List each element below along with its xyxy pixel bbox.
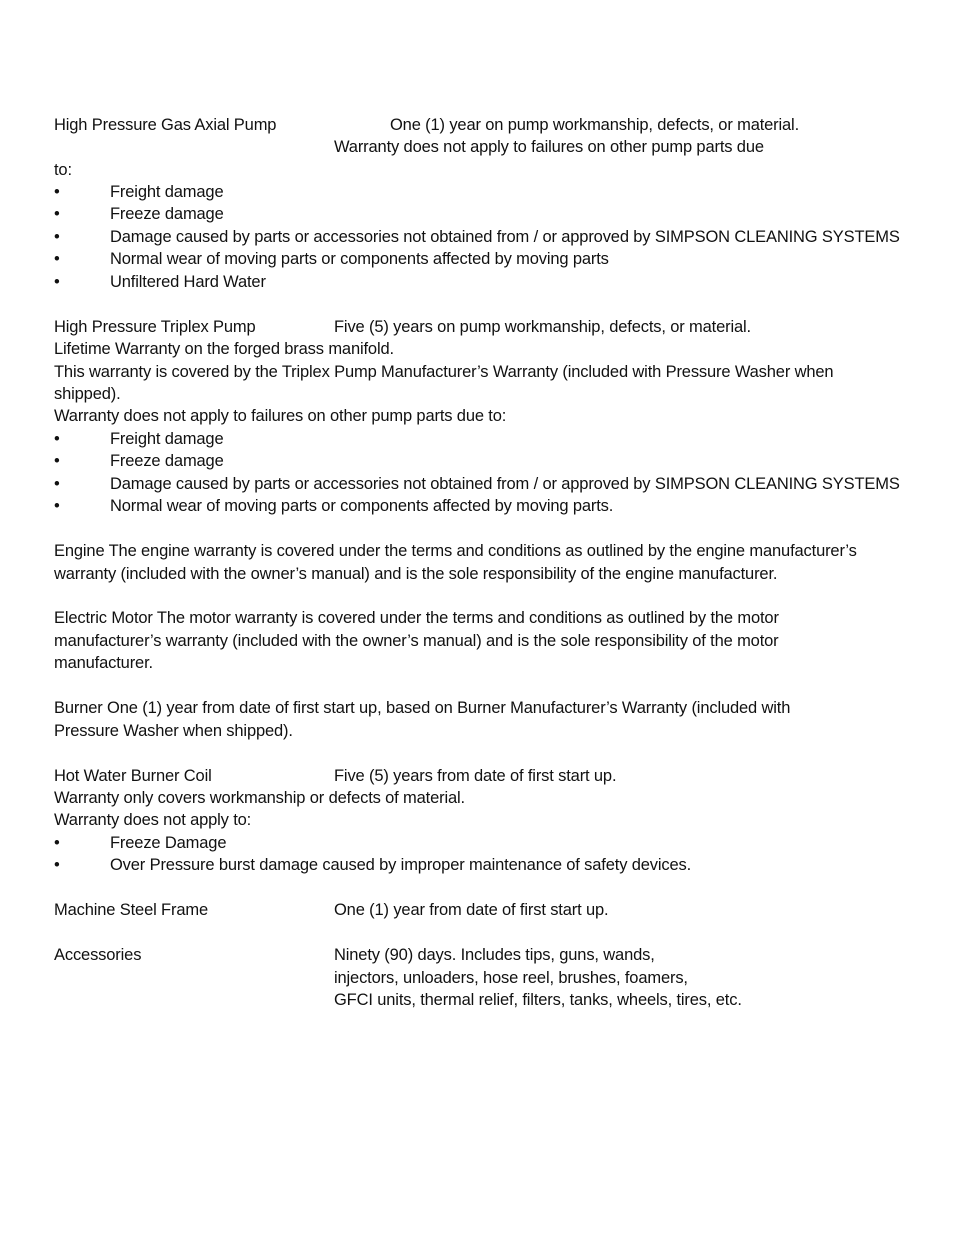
triplex-pump-title: High Pressure Triplex Pump [54,318,256,336]
coil-exclusion: Warranty does not apply to: [54,811,252,829]
list-item: Damage caused by parts or accessories not obtained from / or approved by SIMPSON CLEANING SYSTEMS [110,475,900,493]
list-item: Damage caused by parts or accessories not obtained from / or approved by SIMPSON CLEANING SYSTEMS [110,228,900,246]
list-item: Freeze damage [110,205,224,223]
triplex-pump-term: Five (5) years on pump workmanship, defects, or material. [334,318,751,336]
engine-warranty: Engine The engine warranty is covered under the terms and conditions as outlined by the engine manufacturer’s [54,542,857,560]
list-item: Freeze damage [110,452,224,470]
coil-coverage-note: Warranty only covers workmanship or defects of material. [54,789,465,807]
list-item: Freight damage [110,183,224,201]
bullet-marker: • [54,205,60,223]
coil-title: Hot Water Burner Coil [54,767,212,785]
motor-warranty-cont: manufacturer’s warranty (included with the owner’s manual) and is the sole responsibility of the motor [54,632,779,650]
list-item: Unfiltered Hard Water [110,273,266,291]
bullet-marker: • [54,228,60,246]
frame-title: Machine Steel Frame [54,901,208,919]
axial-pump-term: One (1) year on pump workmanship, defects, or material. [390,116,800,134]
bullet-marker: • [54,273,60,291]
bullet-marker: • [54,856,60,874]
burner-warranty: Burner One (1) year from date of first start up, based on Burner Manufacturer’s Warranty (included with [54,699,791,717]
list-item: Freeze Damage [110,834,227,852]
list-item: Over Pressure burst damage caused by improper maintenance of safety devices. [110,856,692,874]
engine-warranty-cont: warranty (included with the owner’s manual) and is the sole responsibility of the engine manufacturer. [54,565,778,583]
bullet-marker: • [54,497,60,515]
bullet-marker: • [54,430,60,448]
accessories-term-cont: injectors, unloaders, hose reel, brushes, foamers, [334,969,688,987]
axial-pump-exclusion-cont: to: [54,161,72,179]
accessories-term-end: GFCI units, thermal relief, filters, tanks, wheels, tires, etc. [334,991,742,1009]
motor-warranty-end: manufacturer. [54,654,153,672]
accessories-title: Accessories [54,946,142,964]
bullet-marker: • [54,250,60,268]
list-item: Normal wear of moving parts or components affected by moving parts. [110,497,614,515]
coil-term: Five (5) years from date of first start up. [334,767,617,785]
axial-pump-exclusion: Warranty does not apply to failures on other pump parts due [334,138,764,156]
bullet-marker: • [54,452,60,470]
triplex-manifold-note: Lifetime Warranty on the forged brass manifold. [54,340,394,358]
bullet-marker: • [54,475,60,493]
list-item: Normal wear of moving parts or components affected by moving parts [110,250,609,268]
bullet-marker: • [54,183,60,201]
accessories-term: Ninety (90) days. Includes tips, guns, wands, [334,946,655,964]
burner-warranty-cont: Pressure Washer when shipped). [54,722,293,740]
axial-pump-title: High Pressure Gas Axial Pump [54,116,277,134]
bullet-marker: • [54,834,60,852]
motor-warranty: Electric Motor The motor warranty is covered under the terms and conditions as outlined by the motor [54,609,779,627]
triplex-exclusion: Warranty does not apply to failures on other pump parts due to: [54,407,507,425]
triplex-coverage-note: This warranty is covered by the Triplex Pump Manufacturer’s Warranty (included with Pressure Washer when [54,363,834,381]
triplex-coverage-note-cont: shipped). [54,385,121,403]
list-item: Freight damage [110,430,224,448]
frame-term: One (1) year from date of first start up. [334,901,609,919]
